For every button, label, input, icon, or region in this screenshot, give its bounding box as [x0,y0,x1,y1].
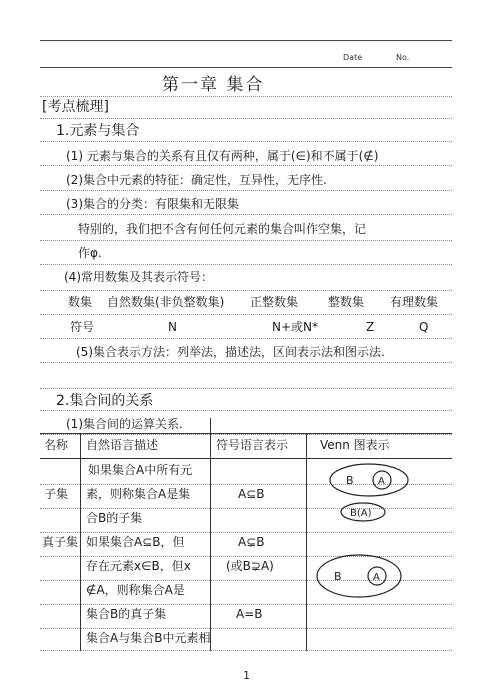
venn1-equal-label: B(A) [350,508,372,519]
sets-col-1: 数集 [68,295,93,309]
row2-name: 真子集 [42,535,79,549]
section-2-heading: 2.集合间的关系 [56,393,154,409]
sets-col-5: 有理数集 [390,295,439,309]
table-col-divider-1 [80,433,81,651]
proper-subset-venn-diagram [314,552,404,600]
row1-desc-line1: 如果集合A中所有元 [88,463,193,477]
symbol-Nplus: N+或N* [272,320,319,334]
symbol-Q: Q [419,320,429,334]
date-label: Date [343,53,363,62]
table-col-divider-3 [306,433,307,651]
venn1-outer-label: B [346,474,354,487]
section-tag: [考点梳理] [42,99,109,115]
header-rule [40,67,452,68]
row3-symbol: A=B [236,607,263,621]
row2-desc-line2: 存在元素x∈B，但x [86,559,191,573]
th-desc: 自然语言描述 [86,438,159,452]
row1-symbol: A⊆B [238,487,265,501]
row2-symbol: A⊊B [238,535,265,549]
top-rule [40,40,452,41]
para-4: (4)常用数集及其表示符号： [64,270,213,284]
sets-col-2: 自然数集(非负整数集) [107,295,225,309]
para-3-cont: 特别的，我们把不含有何任何元素的集合叫作空集，记 [78,222,367,236]
para-3-end: 作φ. [78,246,102,260]
section-1-heading: 1.元素与集合 [56,123,140,139]
subset-venn-diagram [326,460,412,522]
row3-desc-line1: 集合A与集合B中元素相 [86,631,211,645]
row2-desc-line1: 如果集合A⊆B，但 [86,535,185,549]
sets-col-3: 正整数集 [250,295,299,309]
para-2: (2)集合中元素的特征：确定性，互异性，无序性. [66,173,327,187]
table-top-border [40,433,452,434]
row1-desc-line2: 素，则称集合A是集 [86,487,191,501]
chapter-title: 第一章 集合 [162,75,265,95]
row2-symbol-alt: (或B⊋A) [226,559,274,573]
th-symbol: 符号语言表示 [216,438,289,452]
para-5: (5)集合表示方法：列举法，描述法，区间表示法和图示法. [76,345,385,359]
venn1-inner-label: A [378,476,385,487]
symbols-label: 符号 [70,320,95,334]
symbol-Z: Z [366,320,375,334]
venn2-outer-label: B [334,570,342,583]
row2-desc-line3: ∉A，则称集合A是 [86,583,185,597]
th-venn: Venn 图表示 [320,438,390,452]
sets-col-4: 整数集 [328,295,365,309]
table-header-border [40,458,452,459]
page-number: 1 [243,669,250,682]
row1-desc-line3: 合B的子集 [86,511,143,525]
no-label: No. [396,53,410,62]
table-col-divider-2 [210,418,211,651]
th-name: 名称 [44,438,69,452]
row1-name: 子集 [44,487,69,501]
symbol-N: N [168,320,177,334]
para-1: (1) 元素与集合的关系有且仅有两种，属于(∈)和不属于(∉) [66,149,379,163]
venn2-inner-label: A [373,572,380,583]
para-3: (3)集合的分类：有限集和无限集 [66,197,239,211]
section-2-sub: (1)集合间的运算关系. [66,417,183,431]
row2-desc-line4: 集合B的真子集 [86,607,167,621]
